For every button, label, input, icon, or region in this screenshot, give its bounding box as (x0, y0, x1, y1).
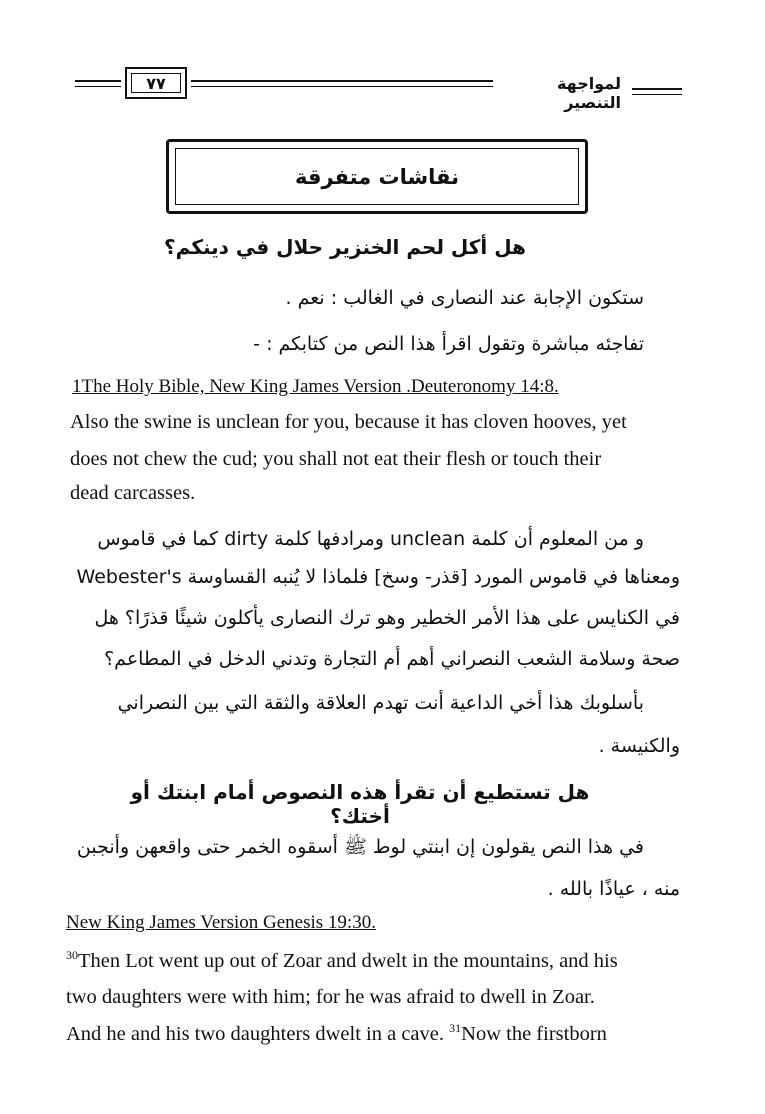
header-rule-right (632, 88, 682, 90)
question2-quote-line2: two daughters were with him; for he was afraid to dwell in Zoar. (66, 986, 595, 1008)
question2-intro-line2: منه ، عياذًا بالله . (547, 878, 680, 900)
question2-intro-line1: في هذا النص يقولون إن ابنتي لوط ﷺ أسقوه الخمر حتى واقعهن وأنجبن (76, 836, 644, 858)
section-title-box (166, 139, 588, 214)
question1-commentary-line3: في الكنايس على هذا الأمر الخطير وهو ترك النصارى يأكلون شيئًا قذرًا؟ هل (94, 607, 680, 629)
question1-reference: 1The Holy Bible, New King James Version .Deuteronomy 14:8. (72, 376, 559, 397)
question1-quote-line1: Also the swine is unclean for you, because it has cloven hooves, yet (70, 411, 627, 433)
question1-commentary-line2: Webester's ومعناها في قاموس المورد [قذر- وسخ] فلماذا لا يُنبه القساوسة (76, 566, 680, 588)
verse31-text: Now the firstborn (461, 1022, 607, 1045)
question1-commentary-line1: و من المعلوم أن كلمة unclean ومرادفها كلمة dirty كما في قاموس (97, 528, 644, 550)
question1-line2: تفاجئه مباشرة وتقول اقرأ هذا النص من كتابكم : - (253, 333, 644, 355)
question2-reference: New King James Version Genesis 19:30. (66, 912, 376, 933)
section-title: نقاشات متفرقة (175, 148, 579, 205)
question1-line1: ستكون الإجابة عند النصارى في الغالب : نعم . (285, 287, 644, 309)
question2-heading: هل تستطيع أن تقرأ هذه النصوص أمام ابنتك أو أختك؟ (130, 780, 590, 828)
page-number-box (125, 67, 187, 99)
question1-quote-line3: dead carcasses. (70, 482, 196, 504)
question1-quote-line2: does not chew the cud; you shall not eat their flesh or touch their (70, 448, 602, 470)
question1-commentary-line4: صحة وسلامة الشعب النصراني أهم أم التجارة وتدني الدخل في المطاعم؟ (104, 648, 680, 670)
header-rule-right-thin (632, 94, 682, 95)
question2-quote-line3 (66, 1021, 716, 1046)
question1-commentary-line5: بأسلوبك هذا أخي الداعية أنت تهدم العلاقة والثقة التي بين النصراني (117, 692, 644, 714)
question1-heading: هل أكل لحم الخنزير حلال في دينكم؟ (164, 235, 526, 259)
quote-line3-start: And he and his two daughters dwelt in a cave. (66, 1022, 445, 1045)
question2-quote-line1 (66, 948, 716, 973)
verse-number-31: 31 (449, 1021, 462, 1035)
page-number: ٧٧ (131, 73, 181, 93)
header-rule-left (75, 80, 121, 82)
running-title: لمواجهة التنصير (556, 74, 621, 112)
header-rule-middle-thin (191, 86, 493, 87)
verse-number-30: 30 (66, 948, 78, 962)
header-rule-middle (191, 80, 493, 82)
question1-commentary-line6: والكنيسة . (598, 735, 680, 757)
header-rule-left-thin (75, 86, 121, 87)
verse30-text: Then Lot went up out of Zoar and dwelt in the mountains, and his (78, 949, 618, 972)
